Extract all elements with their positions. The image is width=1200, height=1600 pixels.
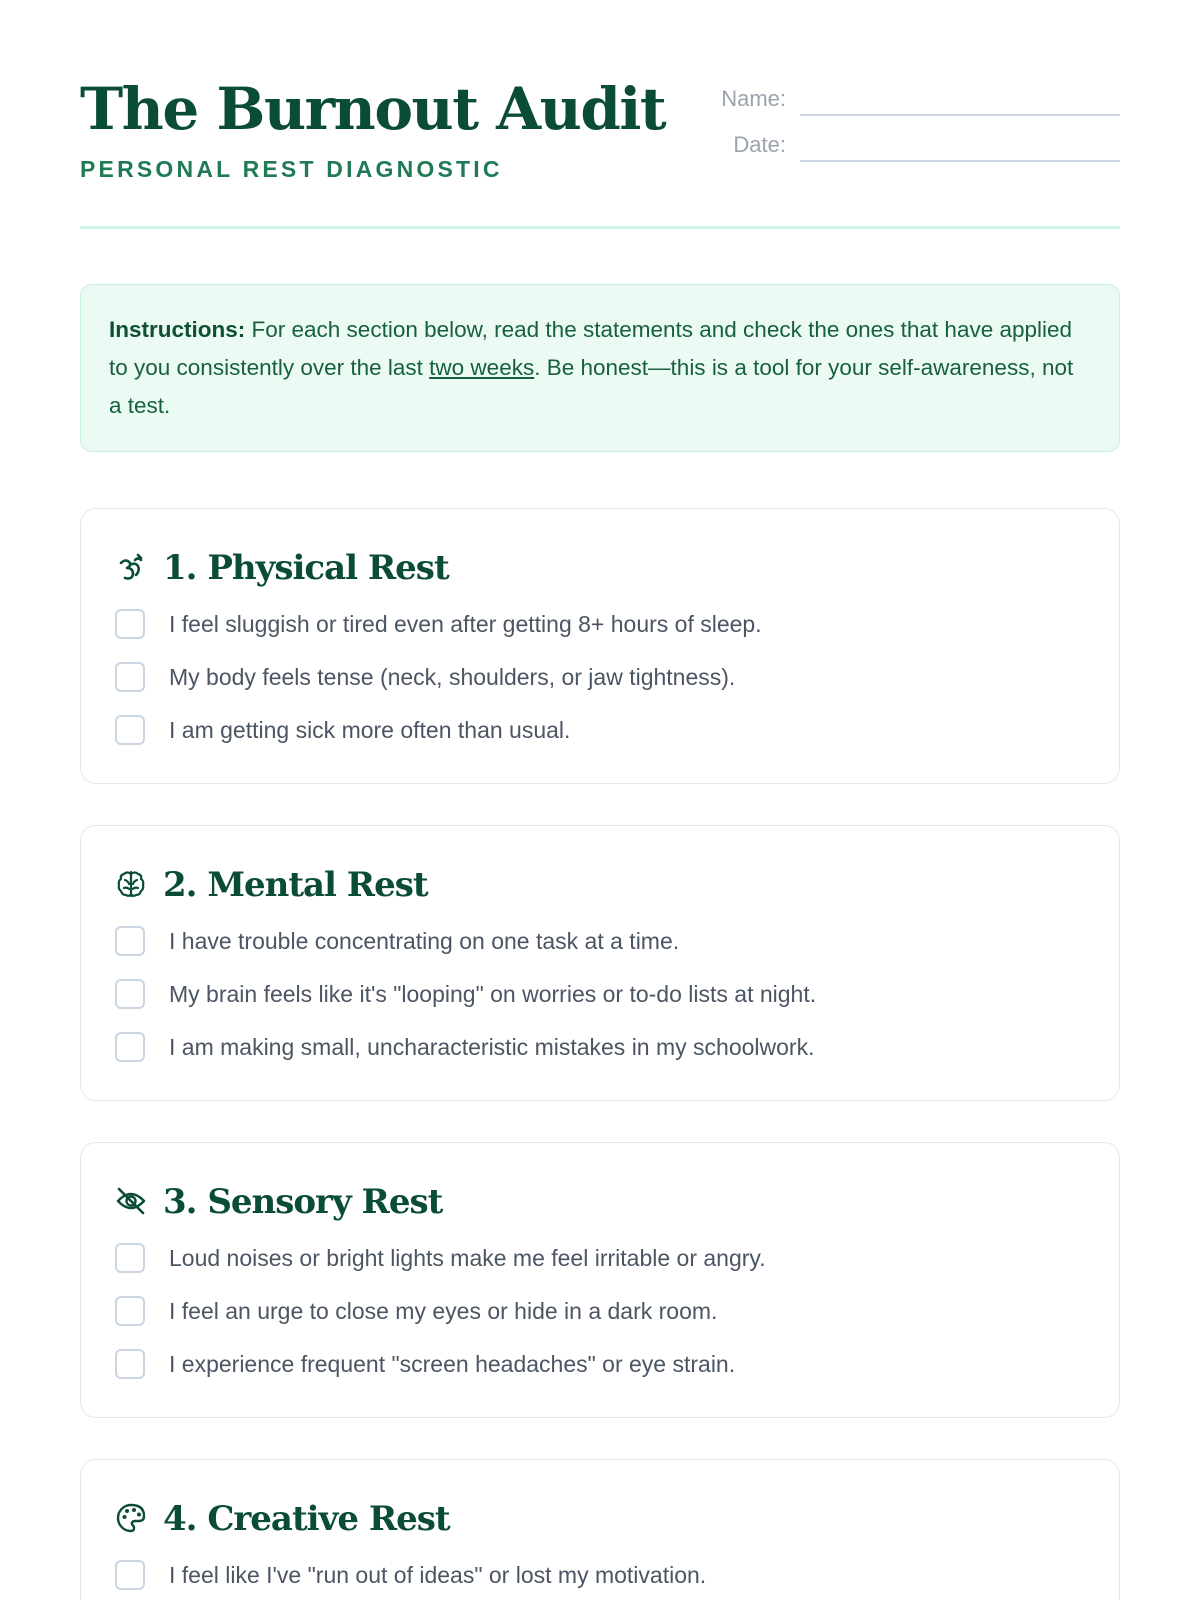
section-sensory-rest xyxy=(80,1142,1120,1418)
item-text: Loud noises or bright lights make me feel irritable or angry. xyxy=(169,1245,766,1271)
page-title: The Burnout Audit xyxy=(80,75,666,143)
header xyxy=(80,75,1120,228)
checkbox[interactable] xyxy=(115,1243,145,1273)
checkbox[interactable] xyxy=(115,1032,145,1062)
item-text: I am getting sick more often than usual. xyxy=(169,717,571,743)
item-text: My brain feels like it's "looping" on worries or to-do lists at night. xyxy=(169,981,817,1007)
section-creative-rest xyxy=(80,1459,1120,1600)
section-title: 2. Mental Rest xyxy=(163,865,428,905)
checkbox[interactable] xyxy=(115,979,145,1009)
instructions-label: Instructions: xyxy=(109,317,246,342)
item-text: I am making small, uncharacteristic mistakes in my schoolwork. xyxy=(169,1034,815,1060)
checkbox[interactable] xyxy=(115,1349,145,1379)
header-divider xyxy=(80,226,1120,229)
name-field xyxy=(720,82,1120,118)
name-input-line[interactable] xyxy=(800,114,1120,116)
checkbox[interactable] xyxy=(115,715,145,745)
item-text: I feel sluggish or tired even after getting 8+ hours of sleep. xyxy=(169,611,762,637)
section-title: 4. Creative Rest xyxy=(163,1499,450,1539)
section-mental-rest xyxy=(80,825,1120,1101)
instructions-panel xyxy=(80,284,1120,452)
date-label: Date: xyxy=(733,132,786,157)
date-input-line[interactable] xyxy=(800,160,1120,162)
checkbox[interactable] xyxy=(115,926,145,956)
instructions-text-before: For each section below, read the statements and check the ones that have applied to you consistently over the last xyxy=(109,317,1073,380)
instructions-emphasis: two weeks xyxy=(429,355,535,380)
checkbox[interactable] xyxy=(115,1296,145,1326)
checkbox[interactable] xyxy=(115,1560,145,1590)
section-title: 1. Physical Rest xyxy=(163,548,449,588)
name-label: Name: xyxy=(721,86,786,111)
item-text: My body feels tense (neck, shoulders, or jaw tightness). xyxy=(169,664,736,690)
item-text: I feel an urge to close my eyes or hide in a dark room. xyxy=(169,1298,718,1324)
item-text: I experience frequent "screen headaches" or eye strain. xyxy=(169,1351,736,1377)
date-field xyxy=(720,128,1120,164)
item-text: I feel like I've "run out of ideas" or lost my motivation. xyxy=(169,1562,707,1588)
item-text: I have trouble concentrating on one task at a time. xyxy=(169,928,680,954)
eye-off-icon xyxy=(115,1185,147,1217)
page-subtitle: PERSONAL REST DIAGNOSTIC xyxy=(80,156,503,182)
brain-icon xyxy=(115,868,147,900)
section-physical-rest xyxy=(80,508,1120,784)
instructions-text-after: . Be honest—this is a tool for your self-awareness, not a test. xyxy=(109,355,1074,418)
section-title: 3. Sensory Rest xyxy=(163,1182,443,1222)
om-icon xyxy=(115,551,147,583)
checkbox[interactable] xyxy=(115,662,145,692)
palette-icon xyxy=(115,1502,147,1534)
checkbox[interactable] xyxy=(115,609,145,639)
